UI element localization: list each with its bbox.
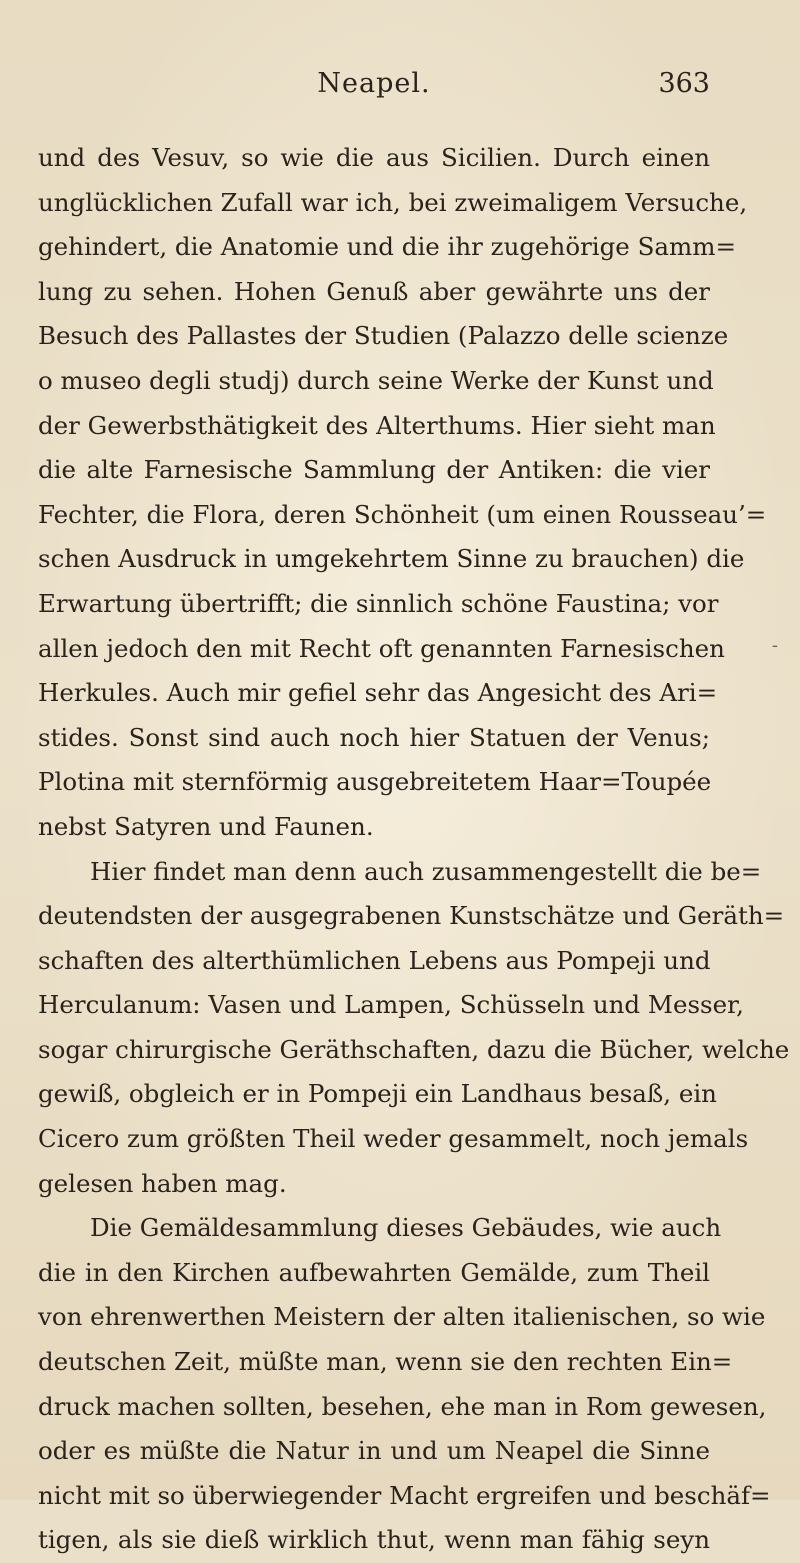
text-line: sogar chirurgische Geräthschaften, dazu die Bücher, welche [38,1034,790,1064]
text-line: stides. Sonst sind auch noch hier Statuen der Venus; [38,722,710,752]
text-line: Erwartung übertrifft; die sinnlich schöne Faustina; vor [38,588,719,618]
text-line: Besuch des Pallastes der Studien (Palazzo delle scienze [38,321,729,351]
text-line: und des Vesuv, so wie die aus Sicilien. Durch einen [38,143,710,172]
body-text [38,136,790,1563]
text-line: deutendsten der ausgegrabenen Kunstschätze und Geräth= [38,901,785,931]
text-line: allen jedoch den mit Recht oft genannten Farnesischen [38,633,725,663]
text-line: Herculanum: Vasen und Lampen, Schüsseln und Messer, [38,990,744,1020]
text-line: der Gewerbsthätigkeit des Alterthums. Hier sieht man [38,410,716,440]
text-line: nicht mit so überwiegender Macht ergreifen und beschäf= [38,1480,771,1510]
paragraph-end-line: gelesen haben mag. [38,1168,287,1198]
text-line: druck machen sollten, besehen, ehe man in Rom gewesen, [38,1391,767,1421]
text-line: oder es müßte die Natur in und um Neapel die Sinne [38,1436,710,1466]
text-line: unglücklichen Zufall war ich, bei zweimaligem Versuche, [38,187,748,217]
text-line: die in den Kirchen aufbewahrten Gemälde, zum Theil [38,1257,710,1287]
text-line: Plotina mit sternförmig ausgebreitetem Haar=Toupée [38,767,712,797]
running-title: Neapel. [317,68,431,99]
text-line: Herkules. Auch mir gefiel sehr das Angesicht des Ari= [38,678,718,708]
text-line: von ehrenwerthen Meistern der alten italienischen, so wie [38,1302,766,1332]
margin-mark: - [771,635,778,656]
text-line: tigen, als sie dieß wirklich thut, wenn man fähig seyn [38,1525,710,1555]
text-line: gewiß, obgleich er in Pompeji ein Landhaus besaß, ein [38,1079,717,1109]
paragraph-start-line: Hier findet man denn auch zusammengestellt die be= [90,856,762,886]
page-number: 363 [658,68,710,99]
text-line: die alte Farnesische Sammlung der Antiken: die vier [38,455,710,485]
text-line: lung zu sehen. Hohen Genuß aber gewährte uns der [38,276,710,306]
text-line: schaften des alterthümlichen Lebens aus Pompeji und [38,945,711,975]
text-line: Fechter, die Flora, deren Schönheit (um einen Rousseau’= [38,499,767,529]
page-header [38,68,710,112]
paragraph-start-line: Die Gemäldesammlung dieses Gebäudes, wie auch [90,1213,722,1243]
text-line: gehindert, die Anatomie und die ihr zugehörige Samm= [38,232,736,262]
text-line: schen Ausdruck in umgekehrtem Sinne zu brauchen) die [38,544,745,574]
text-line: Cicero zum größten Theil weder gesammelt, noch jemals [38,1124,749,1154]
text-line: o museo degli studj) durch seine Werke der Kunst und [38,365,714,395]
paragraph-end-line: nebst Satyren und Faunen. [38,811,374,841]
text-line: deutschen Zeit, müßte man, wenn sie den rechten Ein= [38,1347,733,1377]
